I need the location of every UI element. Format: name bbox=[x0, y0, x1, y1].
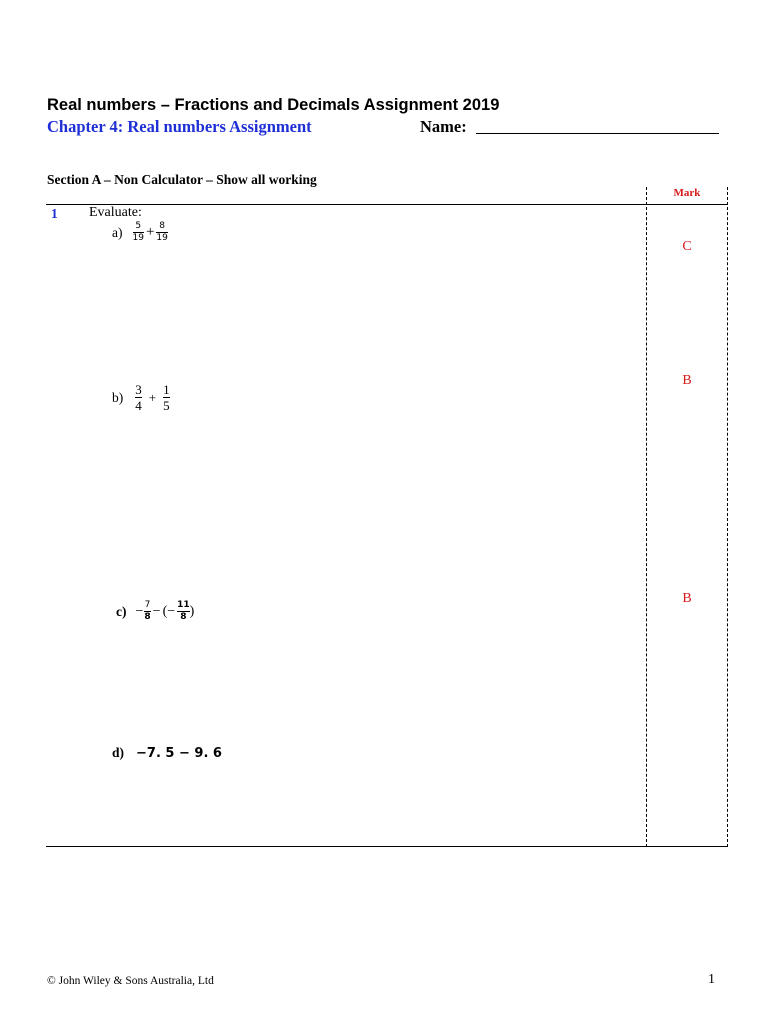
question-part-c bbox=[116, 601, 194, 622]
fraction-denominator: 4 bbox=[135, 398, 142, 413]
part-d-expression: −7. 5 − 9. 6 bbox=[136, 745, 222, 761]
question-part-a bbox=[112, 222, 168, 243]
part-a-fraction-1 bbox=[133, 222, 144, 243]
question-instruction: Evaluate: bbox=[89, 205, 142, 220]
close-parenthesis: ) bbox=[189, 603, 195, 619]
mark-column-right-border bbox=[727, 187, 728, 847]
table-top-rule bbox=[46, 204, 728, 205]
part-c-fraction-1 bbox=[144, 601, 150, 622]
fraction-numerator: 3 bbox=[135, 382, 142, 397]
operator-plus: + bbox=[145, 224, 155, 240]
fraction-denominator: 8 bbox=[144, 612, 151, 622]
part-b-mark: B bbox=[682, 373, 692, 388]
fraction-numerator: 7 bbox=[144, 600, 151, 610]
fraction-denominator: 5 bbox=[163, 398, 170, 413]
part-c-mark: B bbox=[682, 591, 692, 606]
part-a-label: a) bbox=[112, 224, 123, 240]
question-part-b bbox=[112, 383, 170, 412]
fraction-numerator: 8 bbox=[159, 221, 166, 231]
fraction-numerator: 5 bbox=[135, 221, 142, 231]
footer-copyright: © John Wiley & Sons Australia, Ltd bbox=[47, 975, 214, 987]
document-title: Real numbers – Fractions and Decimals Assignment 2019 bbox=[47, 96, 500, 114]
fraction-numerator: 11 bbox=[177, 600, 190, 610]
part-b-label: b) bbox=[112, 389, 124, 405]
mark-column-header: Mark bbox=[673, 187, 701, 199]
name-label: Name: bbox=[420, 117, 467, 136]
mark-column-left-border bbox=[646, 187, 647, 847]
chapter-title: Chapter 4: Real numbers Assignment bbox=[47, 117, 312, 136]
part-a-fraction-2 bbox=[156, 222, 167, 243]
fraction-denominator: 8 bbox=[180, 612, 187, 622]
fraction-denominator: 19 bbox=[132, 233, 144, 243]
fraction-numerator: 1 bbox=[163, 382, 170, 397]
part-b-fraction-1 bbox=[135, 383, 142, 412]
operator-minus: − bbox=[152, 603, 161, 619]
open-parenthesis-negative: (− bbox=[162, 603, 176, 619]
part-a-mark: C bbox=[682, 239, 692, 254]
part-c-label: c) bbox=[116, 603, 127, 619]
table-bottom-rule bbox=[46, 846, 728, 847]
question-number: 1 bbox=[51, 206, 58, 221]
page-number: 1 bbox=[708, 972, 715, 987]
part-d-label: d) bbox=[112, 745, 125, 760]
fraction-denominator: 19 bbox=[156, 233, 168, 243]
question-part-d bbox=[112, 745, 222, 761]
name-field-line[interactable] bbox=[476, 133, 719, 134]
operator-minus: − bbox=[135, 603, 144, 619]
part-b-fraction-2 bbox=[163, 383, 170, 412]
part-c-fraction-2 bbox=[177, 601, 190, 622]
operator-plus: + bbox=[148, 389, 157, 405]
section-heading: Section A – Non Calculator – Show all working bbox=[47, 172, 317, 187]
